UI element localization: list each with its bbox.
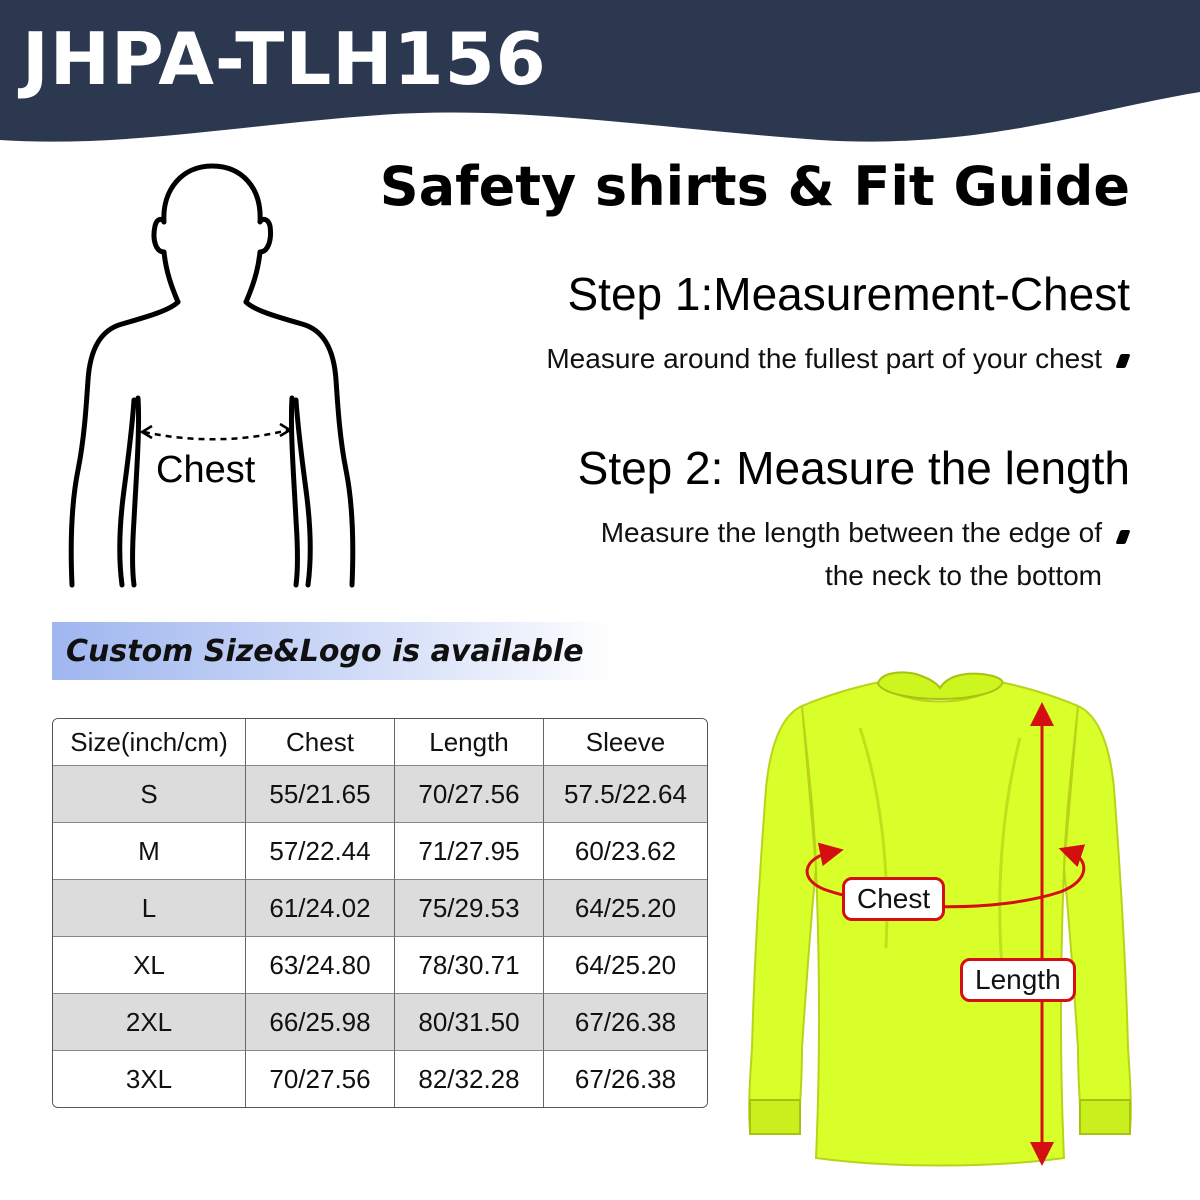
length-cell: 71/27.95 bbox=[395, 822, 544, 879]
custom-size-banner bbox=[52, 622, 612, 680]
chest-cell: 57/22.44 bbox=[246, 822, 395, 879]
header-size: Size(inch/cm) bbox=[53, 719, 246, 765]
sleeve-cell: 64/25.20 bbox=[544, 936, 707, 993]
chest-cell: 61/24.02 bbox=[246, 879, 395, 936]
step1-description: Measure around the fullest part of your chest bbox=[546, 343, 1102, 374]
custom-size-text: Custom Size&Logo is available bbox=[66, 634, 584, 669]
chest-cell: 63/24.80 bbox=[246, 936, 395, 993]
chest-cell: 66/25.98 bbox=[246, 993, 395, 1050]
bullet-icon bbox=[1115, 530, 1130, 544]
header-chest: Chest bbox=[246, 719, 395, 765]
step2-description-line2: the neck to the bottom bbox=[824, 560, 1102, 591]
size-cell: S bbox=[53, 765, 246, 822]
size-cell: 3XL bbox=[53, 1050, 246, 1107]
size-cell: XL bbox=[53, 936, 246, 993]
shirt-image bbox=[740, 668, 1140, 1180]
sleeve-cell: 64/25.20 bbox=[544, 879, 707, 936]
step2-title: Step 2: Measure the length bbox=[577, 442, 1130, 494]
body-outline-icon bbox=[60, 160, 370, 590]
size-cell: M bbox=[53, 822, 246, 879]
shirt-chest-callout: Chest bbox=[842, 877, 945, 921]
length-cell: 75/29.53 bbox=[395, 879, 544, 936]
table-header-row bbox=[53, 719, 707, 765]
length-cell: 80/31.50 bbox=[395, 993, 544, 1050]
length-cell: 82/32.28 bbox=[395, 1050, 544, 1107]
size-cell: 2XL bbox=[53, 993, 246, 1050]
table-row bbox=[53, 1050, 707, 1107]
fit-guide-title: Safety shirts & Fit Guide bbox=[379, 155, 1130, 218]
sleeve-cell: 57.5/22.64 bbox=[544, 765, 707, 822]
bullet-icon bbox=[1115, 354, 1130, 368]
table-row bbox=[53, 879, 707, 936]
size-table bbox=[52, 718, 708, 1108]
step2-description-line1: Measure the length between the edge of bbox=[600, 517, 1102, 548]
size-cell: L bbox=[53, 879, 246, 936]
table-row bbox=[53, 936, 707, 993]
body-chest-label: Chest bbox=[156, 449, 256, 491]
table-row bbox=[53, 822, 707, 879]
table-row bbox=[53, 993, 707, 1050]
step1-title: Step 1:Measurement-Chest bbox=[567, 268, 1130, 320]
sleeve-cell: 67/26.38 bbox=[544, 1050, 707, 1107]
header-length: Length bbox=[395, 719, 544, 765]
sleeve-cell: 60/23.62 bbox=[544, 822, 707, 879]
chest-cell: 70/27.56 bbox=[246, 1050, 395, 1107]
header-sleeve: Sleeve bbox=[544, 719, 707, 765]
chest-cell: 55/21.65 bbox=[246, 765, 395, 822]
length-cell: 70/27.56 bbox=[395, 765, 544, 822]
length-cell: 78/30.71 bbox=[395, 936, 544, 993]
sleeve-cell: 67/26.38 bbox=[544, 993, 707, 1050]
model-code: JHPA-TLH156 bbox=[22, 17, 547, 101]
shirt-length-callout: Length bbox=[960, 958, 1076, 1002]
table-row bbox=[53, 765, 707, 822]
